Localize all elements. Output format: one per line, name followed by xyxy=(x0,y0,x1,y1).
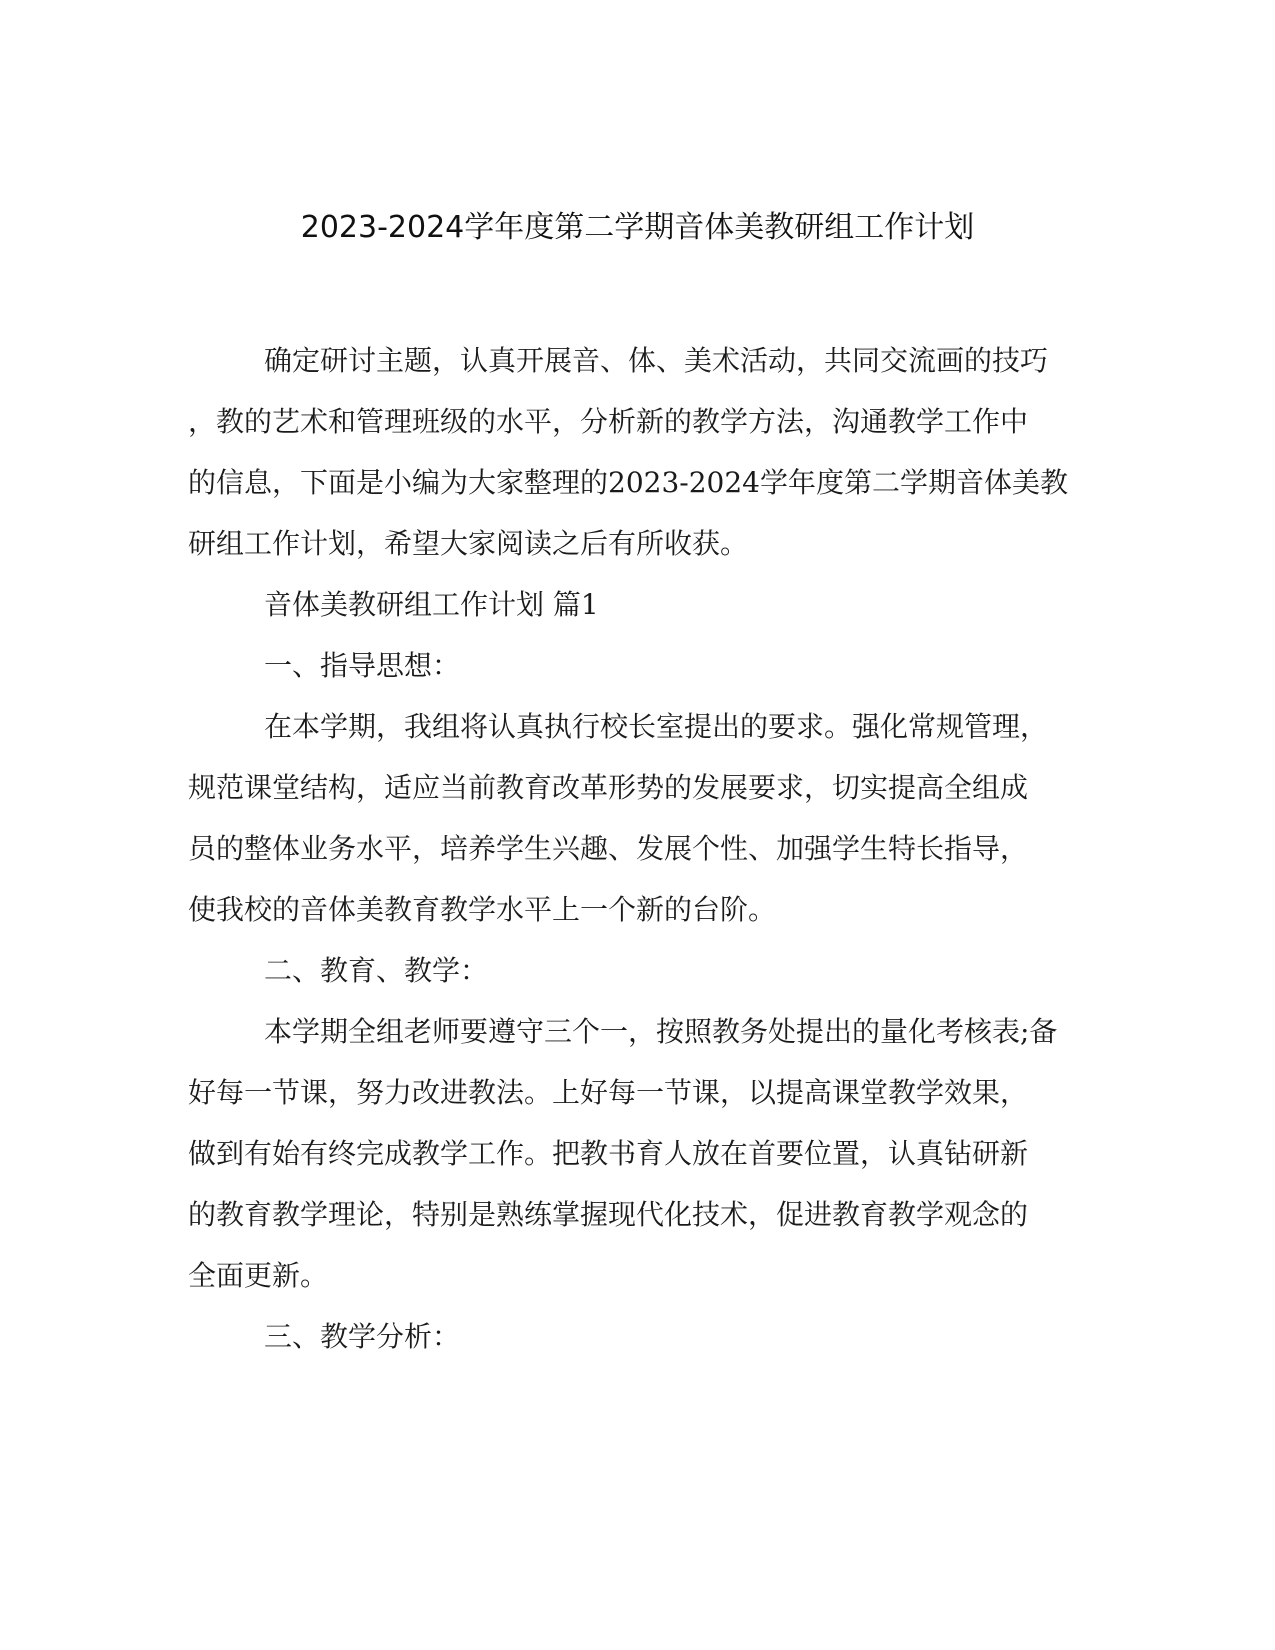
body-line: 规范课堂结构，适应当前教育改革形势的发展要求，切实提高全组成 xyxy=(188,771,1029,804)
heading-line: 二、教育、教学： xyxy=(264,954,489,987)
body-line: 的信息，下面是小编为大家整理的2023-2024学年度第二学期音体美教 xyxy=(188,466,1068,499)
section-title-line: 音体美教研组工作计划 篇1 xyxy=(264,588,599,621)
intro-paragraph xyxy=(188,330,1088,574)
heading-guiding-thought xyxy=(188,635,1088,696)
body-line: 确定研讨主题，认真开展音、体、美术活动，共同交流画的技巧 xyxy=(264,344,1049,377)
heading-teaching-analysis xyxy=(188,1306,1088,1367)
document-title: 2023-2024学年度第二学期音体美教研组工作计划 xyxy=(300,210,975,245)
body-line: 的教育教学理论，特别是熟练掌握现代化技术，促进教育教学观念的 xyxy=(188,1198,1029,1231)
body-line: ，教的艺术和管理班级的水平，分析新的教学方法，沟通教学工作中 xyxy=(188,405,1029,438)
document-body xyxy=(188,330,1088,1367)
body-line: 本学期全组老师要遵守三个一，按照教务处提出的量化考核表;备 xyxy=(264,1015,1058,1048)
body-line: 在本学期，我组将认真执行校长室提出的要求。强化常规管理， xyxy=(264,710,1049,743)
section-title xyxy=(188,574,1088,635)
heading-education-teaching xyxy=(188,940,1088,1001)
body-line: 员的整体业务水平，培养学生兴趣、发展个性、加强学生特长指导， xyxy=(188,832,1029,865)
heading-line: 三、教学分析： xyxy=(264,1320,461,1353)
guiding-thought-paragraph xyxy=(188,696,1088,940)
education-teaching-paragraph xyxy=(188,1001,1088,1306)
body-line: 做到有始有终完成教学工作。把教书育人放在首要位置，认真钻研新 xyxy=(188,1137,1029,1170)
body-line: 好每一节课，努力改进教法。上好每一节课，以提高课堂教学效果， xyxy=(188,1076,1029,1109)
body-line: 研组工作计划，希望大家阅读之后有所收获。 xyxy=(188,527,749,560)
body-line: 全面更新。 xyxy=(188,1259,329,1292)
heading-line: 一、指导思想： xyxy=(264,649,461,682)
body-line: 使我校的音体美教育教学水平上一个新的台阶。 xyxy=(188,893,777,926)
